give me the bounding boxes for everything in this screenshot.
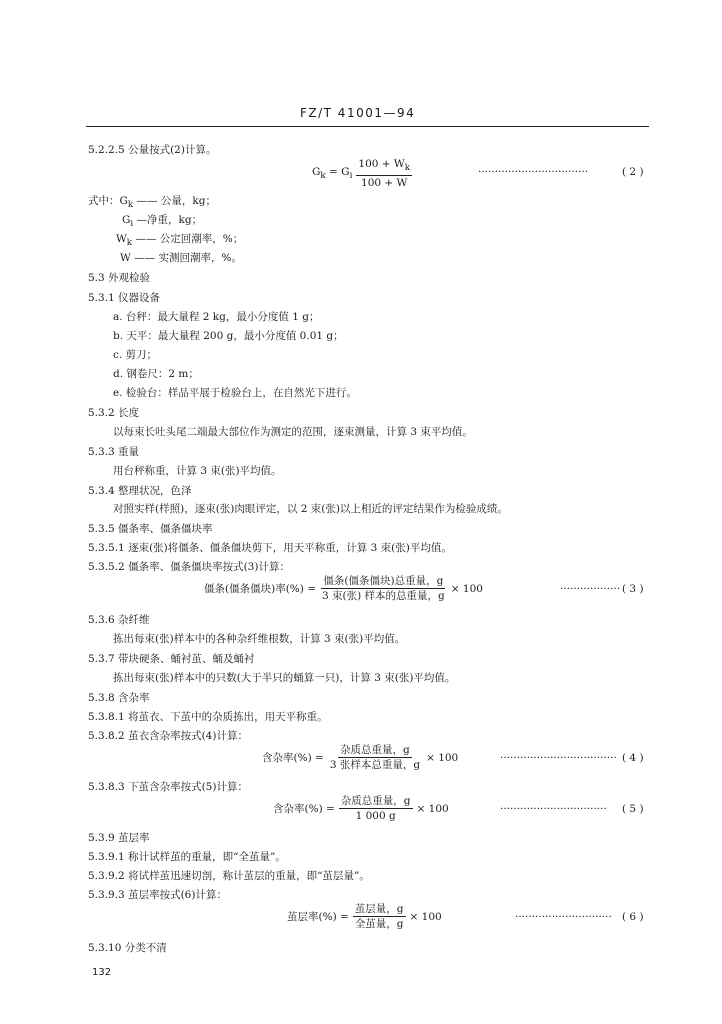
- where-wk: $W_k$ —— 公定回潮率，%；: [116, 233, 244, 249]
- clause-5-3-4-text: 对照实样(样照)，逐束(张)肉眼评定，以 2 束(张)以上相近的评定结果作为检验成绩。: [113, 503, 508, 515]
- item-b: b. 天平：最大量程 200 g，最小分度值 0.01 g；: [113, 330, 344, 342]
- clause-5-3-5-1: 5.3.5.1 逐束(张)将僵条、僵条僵块剪下，用天平称重，计算 3 束(张)平均值。: [88, 542, 452, 554]
- clause-5-3-5: 5.3.5 僵条率、僵条僵块率: [88, 523, 213, 535]
- formula-3-lhs: 僵条(僵条僵块)率(%) =: [204, 583, 316, 595]
- formula-3-fraction: $\frac{\text{僵条(僵条僵块)总重量，g}}{\text{3 束(张) 样本的总重量，g}}$: [322, 575, 445, 602]
- formula-2: [312, 158, 412, 189]
- formula-6-number: ( 6 ): [622, 911, 644, 923]
- standard-code-header: FZ/T 41001—94: [300, 106, 416, 120]
- page-number: 132: [92, 967, 112, 978]
- clause-5-3-8-2: 5.3.8.2 茧衣含杂率按式(4)计算：: [88, 730, 248, 742]
- clause-5-3-6: 5.3.6 杂纤维: [88, 614, 150, 626]
- clause-5-3-2-text: 以每束长吐头尾二端最大部位作为测定的范围，逐束测量，计算 3 束平均值。: [113, 426, 473, 438]
- clause-5-3-9-1: 5.3.9.1 称计试样茧的重量，即“全茧量”。: [88, 851, 286, 863]
- formula-2-lhs: $G_k = G_i$: [312, 166, 353, 182]
- item-d: d. 钢卷尺：2 m；: [113, 368, 199, 380]
- formula-6-leader-dots: ·····························: [515, 911, 612, 923]
- clause-5-3-10: 5.3.10 分类不清: [88, 942, 167, 954]
- header-rule: [86, 126, 649, 127]
- formula-6-fraction: $\frac{\text{茧层量，g}}{\text{全茧量，g}}$: [354, 903, 404, 930]
- item-a: a. 台秤：最大量程 2 kg，最小分度值 1 g；: [113, 311, 320, 323]
- section-5-3: 5.3 外观检验: [88, 272, 151, 284]
- formula-3-number: ( 3 ): [622, 583, 644, 595]
- formula-4-multiplier: × 100: [426, 751, 459, 764]
- clause-5-3-1: 5.3.1 仪器设备: [88, 292, 161, 304]
- formula-5-number: ( 5 ): [622, 803, 644, 815]
- clause-5-3-8-3: 5.3.8.3 下茧含杂率按式(5)计算：: [88, 781, 248, 793]
- formula-4-lhs: 含杂率(%) =: [262, 752, 324, 764]
- clause-5-3-4: 5.3.4 整理状况，色泽: [88, 485, 192, 497]
- formula-5-lhs: 含杂率(%) =: [273, 803, 335, 815]
- formula-3-multiplier: × 100: [450, 582, 483, 595]
- clause-5-3-9-2: 5.3.9.2 将试样茧迅速切剖，称计茧层的重量，即“茧层量”。: [88, 870, 370, 882]
- clause-5-3-8: 5.3.8 含杂率: [88, 692, 150, 704]
- clause-5-3-3-text: 用台秤称重，计算 3 束(张)平均值。: [113, 465, 282, 477]
- formula-2-number: ( 2 ): [622, 166, 644, 178]
- formula-5-fraction: $\frac{\text{杂质总重量，g}}{1 000 g}$: [340, 795, 411, 822]
- where-w: W —— 实测回潮率，%。: [120, 252, 242, 264]
- clause-5-3-5-2: 5.3.5.2 僵条率、僵条僵块率按式(3)计算：: [88, 561, 290, 573]
- clause-5-3-6-text: 拣出每束(张)样本中的各种杂纤维根数，计算 3 束(张)平均值。: [113, 633, 406, 645]
- formula-3: [204, 575, 483, 602]
- clause-5-3-9: 5.3.9 茧层率: [88, 832, 150, 844]
- formula-3-leader-dots: ··················: [560, 583, 621, 595]
- clause-5-3-3: 5.3.3 重量: [88, 446, 140, 458]
- formula-2-fraction: $\frac{100 + W_k}{100 + W}$: [358, 158, 411, 190]
- where-gk: 式中：$G_k$ —— 公量，kg；: [88, 195, 216, 211]
- clause-5-2-2-5: 5.2.2.5 公量按式(2)计算。: [88, 144, 217, 156]
- formula-6: [287, 903, 442, 930]
- clause-5-3-7: 5.3.7 带块硬条、蛹衬茧、蛹及蛹衬: [88, 653, 255, 665]
- clause-5-3-9-3: 5.3.9.3 茧层率按式(6)计算：: [88, 889, 227, 901]
- clause-5-3-8-1: 5.3.8.1 将茧衣、下茧中的杂质拣出，用天平称重。: [88, 711, 328, 723]
- item-e: e. 检验台：样品平展于检验台上，在自然光下进行。: [113, 387, 357, 399]
- formula-4-leader-dots: ···································: [500, 752, 617, 764]
- formula-5-leader-dots: ································: [500, 803, 607, 815]
- formula-6-multiplier: × 100: [409, 910, 442, 923]
- formula-5-multiplier: × 100: [416, 802, 449, 815]
- formula-5: [273, 795, 449, 822]
- formula-4-fraction: $\frac{\text{杂质总重量，g}}{\text{3 张样本总重量，g}}$: [329, 744, 421, 771]
- where-gi: $G_i$ —净重，kg；: [122, 214, 203, 230]
- formula-6-lhs: 茧层率(%) =: [287, 911, 349, 923]
- clause-5-3-7-text: 拣出每束(张)样本中的只数(大于半只的蛹算一只)，计算 3 束(张)平均值。: [113, 672, 456, 684]
- clause-5-3-2: 5.3.2 长度: [88, 407, 140, 419]
- item-c: c. 剪刀；: [113, 349, 158, 361]
- formula-4-number: ( 4 ): [622, 752, 644, 764]
- formula-4: [262, 744, 458, 771]
- formula-2-leader-dots: ·································: [478, 166, 589, 178]
